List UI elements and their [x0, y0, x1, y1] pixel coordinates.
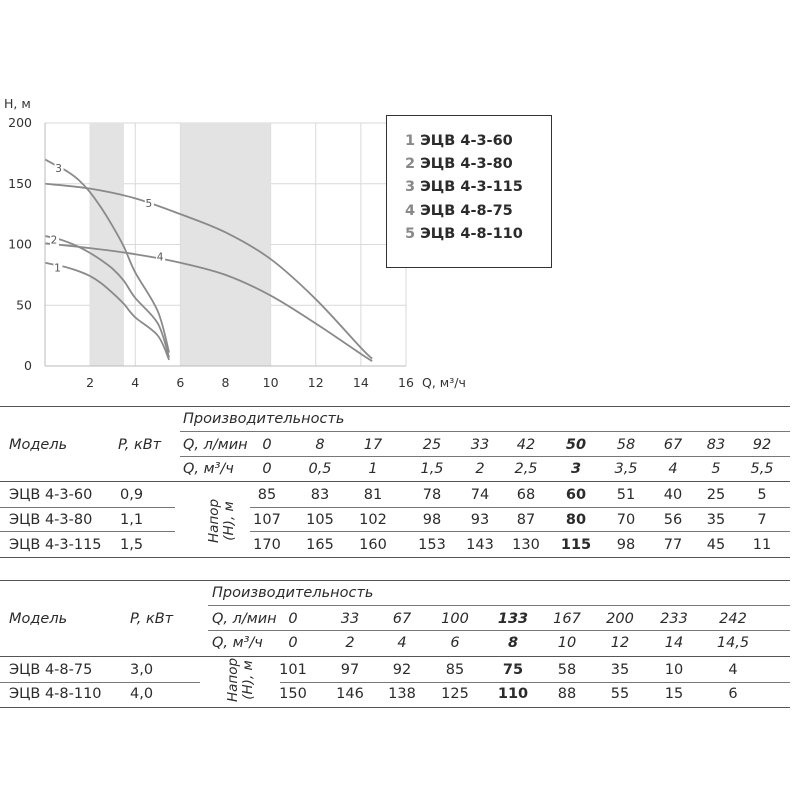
t2-head-cell: 97 [340, 662, 360, 678]
t1-head-cell: 56 [663, 512, 683, 528]
t2-head-cell: 55 [610, 686, 630, 702]
t1-head-cell: 102 [359, 512, 387, 528]
t1-head-cell: 7 [757, 512, 767, 528]
t1-head-cell: 51 [616, 487, 636, 503]
t2-power-cell: 4,0 [130, 686, 154, 702]
table2-heading: Производительность [212, 585, 374, 601]
t2-q-lmin-cell: 233 [660, 611, 688, 627]
table2-head-label: Напор (H), м [225, 657, 256, 703]
table1-heading: Производительность [183, 411, 345, 427]
t1-head-cell: 60 [565, 487, 587, 503]
t2-head-cell: 35 [610, 662, 630, 678]
t2-head-cell: 15 [664, 686, 684, 702]
t2-head-cell: 88 [557, 686, 577, 702]
t1-q-lmin-cell: 33 [470, 437, 490, 453]
t1-q-lmin-cell: 50 [565, 437, 587, 453]
curve-label-2: 2 [50, 234, 58, 247]
t1-q-m3h-cell: 3 [570, 461, 582, 477]
t1-q-lmin-cell: 83 [706, 437, 726, 453]
t1-head-cell: 143 [466, 537, 494, 553]
t2-q-lmin-cell: 133 [497, 611, 529, 627]
t2-q-m3h-cell: 12 [610, 635, 630, 651]
t1-q-m3h-cell: 0 [262, 461, 272, 477]
t1-q-m3h-cell: 2,5 [514, 461, 538, 477]
table1-q-m3h-label: Q, м³/ч [183, 461, 234, 477]
t2-q-m3h-cell: 2 [345, 635, 355, 651]
t1-head-cell: 115 [560, 537, 592, 553]
y-tick-label: 200 [8, 115, 32, 130]
t1-head-cell: 78 [422, 487, 442, 503]
t1-model-cell: ЭЦВ 4-3-60 [9, 487, 93, 503]
t2-head-cell: 4 [728, 662, 738, 678]
table1-q-lmin-label: Q, л/мин [183, 437, 248, 453]
t1-q-m3h-cell: 4 [668, 461, 678, 477]
t1-head-cell: 25 [706, 487, 726, 503]
t1-head-cell: 107 [253, 512, 281, 528]
t1-power-cell: 0,9 [120, 487, 144, 503]
t1-q-m3h-cell: 5,5 [750, 461, 774, 477]
t1-head-cell: 87 [516, 512, 536, 528]
y-axis-label: H, м [4, 96, 31, 111]
t2-head-cell: 58 [557, 662, 577, 678]
y-tick-label: 100 [8, 236, 32, 252]
t1-q-m3h-cell: 0,5 [308, 461, 332, 477]
x-axis-label: Q, м³/ч [422, 375, 466, 390]
t1-model-cell: ЭЦВ 4-3-80 [9, 512, 93, 528]
t1-head-cell: 83 [310, 487, 330, 503]
t2-q-m3h-cell: 0 [288, 635, 298, 651]
table2-q-m3h-label: Q, м³/ч [212, 635, 263, 651]
t2-head-cell: 125 [441, 686, 469, 702]
x-tick-label: 2 [86, 375, 95, 390]
table2-model-header: Модель [9, 611, 68, 627]
t1-head-cell: 68 [516, 487, 536, 503]
legend-item-1: 1 ЭЦВ 4-3-60 [405, 133, 513, 149]
x-tick-label: 14 [352, 375, 369, 390]
legend-item-2: 2 ЭЦВ 4-3-80 [405, 156, 513, 173]
t2-model-cell: ЭЦВ 4-8-110 [9, 686, 102, 702]
t2-q-m3h-cell: 4 [397, 635, 407, 651]
t1-head-cell: 130 [512, 537, 540, 553]
t2-q-m3h-cell: 10 [557, 635, 577, 651]
t2-head-cell: 146 [336, 686, 364, 702]
curve-label-5: 5 [145, 198, 153, 211]
t1-head-cell: 80 [565, 512, 587, 528]
t1-q-m3h-cell: 1,5 [420, 461, 444, 477]
t2-head-cell: 10 [664, 662, 684, 678]
t2-head-cell: 150 [279, 686, 307, 702]
table1-model-header: Модель [9, 437, 68, 453]
t1-head-cell: 40 [663, 487, 683, 503]
t2-q-lmin-cell: 167 [553, 611, 581, 627]
t1-head-cell: 98 [422, 512, 442, 528]
t1-head-cell: 85 [257, 487, 277, 503]
t1-head-cell: 93 [470, 512, 490, 528]
t2-q-m3h-cell: 14 [664, 635, 684, 651]
t2-q-lmin-cell: 100 [441, 611, 469, 627]
curve-label-4: 4 [156, 251, 164, 264]
t2-q-m3h-cell: 8 [507, 635, 519, 651]
t2-q-m3h-cell: 14,5 [716, 635, 750, 651]
t2-head-cell: 92 [392, 662, 412, 678]
y-tick-label: 50 [16, 297, 32, 313]
t1-head-cell: 70 [616, 512, 636, 528]
t2-q-lmin-cell: 67 [392, 611, 412, 627]
t2-head-cell: 85 [445, 662, 465, 678]
legend-item-4: 4 ЭЦВ 4-8-75 [405, 202, 513, 219]
t1-head-cell: 5 [757, 487, 767, 503]
t1-q-lmin-cell: 25 [422, 437, 442, 453]
x-tick-label: 10 [262, 375, 279, 390]
t2-head-cell: 138 [388, 686, 416, 702]
t2-q-lmin-cell: 242 [719, 611, 747, 627]
table2-q-lmin-label: Q, л/мин [212, 611, 277, 627]
t2-power-cell: 3,0 [130, 662, 154, 678]
t1-head-cell: 98 [616, 537, 636, 553]
y-tick-label: 0 [24, 358, 32, 373]
x-tick-label: 16 [398, 375, 414, 390]
t1-head-cell: 11 [752, 537, 772, 553]
t1-head-cell: 81 [363, 487, 383, 503]
t1-q-lmin-cell: 8 [315, 437, 325, 453]
t1-head-cell: 153 [418, 537, 446, 553]
t1-head-cell: 74 [470, 487, 490, 503]
t1-q-lmin-cell: 92 [752, 437, 772, 453]
x-tick-label: 6 [176, 375, 185, 390]
x-tick-label: 8 [221, 375, 230, 390]
t1-q-m3h-cell: 3,5 [614, 461, 638, 477]
t2-head-cell: 75 [502, 662, 524, 678]
table1-power-header: P, кВт [118, 437, 162, 453]
t2-head-cell: 101 [279, 662, 307, 678]
t2-q-lmin-cell: 0 [288, 611, 298, 627]
t1-head-cell: 105 [306, 512, 334, 528]
t1-head-cell: 77 [663, 537, 683, 553]
t2-model-cell: ЭЦВ 4-8-75 [9, 662, 93, 678]
y-tick-label: 150 [8, 175, 32, 191]
x-tick-label: 12 [307, 375, 324, 390]
t1-q-m3h-cell: 5 [711, 461, 721, 477]
t1-head-cell: 160 [359, 537, 387, 553]
t2-head-cell: 6 [728, 686, 738, 702]
t1-q-lmin-cell: 42 [516, 437, 536, 453]
t1-power-cell: 1,1 [120, 512, 144, 528]
t1-head-cell: 45 [706, 537, 726, 553]
curve-label-3: 3 [55, 162, 62, 175]
legend-item-3: 3 ЭЦВ 4-3-115 [405, 179, 523, 196]
t1-head-cell: 165 [306, 537, 334, 553]
t1-q-m3h-cell: 2 [475, 461, 485, 477]
table1-head-label: Напор (H), м [206, 498, 237, 544]
t1-q-lmin-cell: 58 [616, 437, 636, 453]
t1-power-cell: 1,5 [120, 537, 144, 553]
legend-item-5: 5 ЭЦВ 4-8-110 [405, 225, 523, 242]
t2-q-lmin-cell: 33 [340, 611, 360, 627]
t1-q-lmin-cell: 17 [363, 437, 383, 453]
curve-label-1: 1 [54, 262, 61, 275]
t1-model-cell: ЭЦВ 4-3-115 [9, 537, 102, 553]
t1-head-cell: 35 [706, 512, 726, 528]
t1-q-lmin-cell: 67 [663, 437, 683, 453]
t1-q-m3h-cell: 1 [368, 461, 378, 477]
t2-q-lmin-cell: 200 [606, 611, 634, 627]
t2-q-m3h-cell: 6 [450, 635, 460, 651]
t1-q-lmin-cell: 0 [262, 437, 272, 453]
table2-power-header: P, кВт [130, 611, 174, 627]
t2-head-cell: 110 [497, 686, 529, 702]
x-tick-label: 4 [131, 375, 140, 390]
t1-head-cell: 170 [253, 537, 281, 553]
